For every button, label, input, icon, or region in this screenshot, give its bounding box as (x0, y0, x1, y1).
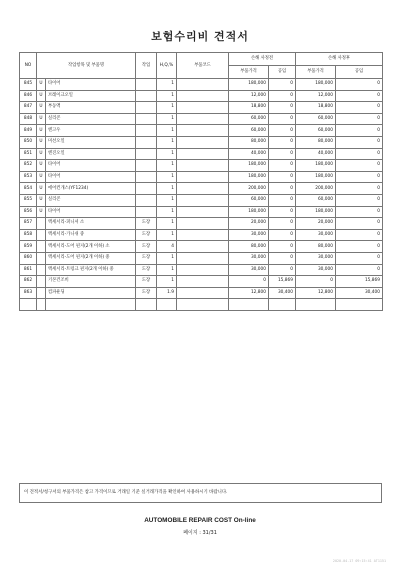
row-after-part-price: 12,800 (296, 287, 336, 299)
table-row (20, 252, 383, 264)
page-title: 보험수리비 견적서 (151, 30, 249, 43)
row-work: 도장 (136, 229, 157, 241)
row-hqs: 1 (157, 229, 177, 241)
row-no: 862 (20, 276, 37, 288)
table-row (20, 79, 383, 91)
row-work (136, 90, 157, 102)
row-part-code (177, 241, 229, 253)
row-after-part-price: 30,000 (296, 229, 336, 241)
row-item-name: 타이어 (46, 171, 136, 183)
header-part-code: 부품코드 (177, 53, 229, 79)
row-item-name: 타이어 (46, 160, 136, 172)
table-row (20, 148, 383, 160)
row-no: 847 (20, 102, 37, 114)
row-flag: U (37, 90, 46, 102)
row-flag: U (37, 183, 46, 195)
row-before-part-price: 60,000 (229, 125, 269, 137)
row-part-code (177, 90, 229, 102)
row-after-part-price: 60,000 (296, 194, 336, 206)
row-hqs: 1 (157, 160, 177, 172)
row-part-code (177, 206, 229, 218)
row-item-name: 부동액 (46, 102, 136, 114)
header-after-part-price: 부품가격 (296, 66, 336, 79)
filler-cell (46, 299, 136, 311)
row-work (136, 102, 157, 114)
row-flag: U (37, 148, 46, 160)
row-no: 858 (20, 229, 37, 241)
row-part-code (177, 79, 229, 91)
row-item-name: 미션오일 (46, 136, 136, 148)
row-hqs: 4 (157, 241, 177, 253)
row-after-part-price: 180,000 (296, 79, 336, 91)
row-item-name: 엔진오일 (46, 148, 136, 160)
table-filler-row (20, 299, 383, 311)
row-work: 도장 (136, 241, 157, 253)
header-after: 손해 사정후 (296, 53, 383, 66)
row-item-name: 브레이크오일 (46, 90, 136, 102)
row-hqs: 1 (157, 79, 177, 91)
header-after-labor: 공임 (336, 66, 383, 79)
row-item-name: 액세서리-트렁크 핀지(2개 이하) 중 (46, 264, 136, 276)
table-row (20, 218, 383, 230)
header-before: 손해 사정전 (229, 53, 296, 66)
row-after-labor: 0 (336, 102, 383, 114)
row-item-name: 엔고우 (46, 125, 136, 137)
row-before-part-price: 60,000 (229, 113, 269, 125)
row-item-name: 액세서리-도어 핀지(2개 이하) 소 (46, 241, 136, 253)
table-row (20, 171, 383, 183)
row-flag: U (37, 102, 46, 114)
row-no: 859 (20, 241, 37, 253)
row-part-code (177, 218, 229, 230)
filler-cell (269, 299, 296, 311)
row-before-part-price: 60,000 (229, 194, 269, 206)
row-part-code (177, 125, 229, 137)
row-part-code (177, 194, 229, 206)
row-after-part-price: 60,000 (296, 113, 336, 125)
row-after-part-price: 80,000 (296, 241, 336, 253)
row-after-part-price: 0 (296, 276, 336, 288)
row-work: 도장 (136, 252, 157, 264)
row-part-code (177, 276, 229, 288)
estimate-table (19, 52, 383, 311)
row-flag: U (37, 125, 46, 137)
table-row (20, 125, 383, 137)
table-row (20, 102, 383, 114)
row-after-labor: 0 (336, 194, 383, 206)
row-flag: U (37, 136, 46, 148)
row-after-labor: 0 (336, 206, 383, 218)
row-no: 860 (20, 252, 37, 264)
row-after-part-price: 80,000 (296, 136, 336, 148)
row-work (136, 125, 157, 137)
row-before-part-price: 18,800 (229, 102, 269, 114)
row-before-labor: 0 (269, 252, 296, 264)
table-row (20, 113, 383, 125)
row-hqs: 1 (157, 218, 177, 230)
row-after-part-price: 180,000 (296, 160, 336, 172)
header-row-1 (20, 53, 383, 66)
row-item-name: 에어컨개스(YF1234) (46, 183, 136, 195)
table-row (20, 183, 383, 195)
row-item-name: 타이어 (46, 206, 136, 218)
row-hqs: 1 (157, 148, 177, 160)
row-no: 857 (20, 218, 37, 230)
row-before-labor: 0 (269, 79, 296, 91)
row-work (136, 113, 157, 125)
row-before-part-price: 0 (229, 276, 269, 288)
row-after-labor: 0 (336, 171, 383, 183)
row-flag: U (37, 194, 46, 206)
row-flag (37, 287, 46, 299)
row-item-name: 기본건조비 (46, 276, 136, 288)
row-flag: U (37, 171, 46, 183)
row-before-part-price: 12,000 (229, 90, 269, 102)
row-no: 861 (20, 264, 37, 276)
row-before-labor: 0 (269, 194, 296, 206)
row-after-labor: 0 (336, 125, 383, 137)
row-hqs: 1 (157, 125, 177, 137)
row-no: 851 (20, 148, 37, 160)
row-after-labor: 0 (336, 183, 383, 195)
row-flag (37, 252, 46, 264)
row-item-name: 컴파운딩 (46, 287, 136, 299)
row-after-part-price: 12,000 (296, 90, 336, 102)
row-after-part-price: 40,000 (296, 148, 336, 160)
row-after-labor: 15,869 (336, 276, 383, 288)
row-after-part-price: 30,000 (296, 264, 336, 276)
row-no: 863 (20, 287, 37, 299)
row-part-code (177, 229, 229, 241)
row-no: 855 (20, 194, 37, 206)
row-before-part-price: 80,000 (229, 136, 269, 148)
row-work: 도장 (136, 276, 157, 288)
row-before-labor: 0 (269, 125, 296, 137)
row-part-code (177, 160, 229, 172)
filler-cell (336, 299, 383, 311)
row-hqs: 1 (157, 136, 177, 148)
row-work (136, 183, 157, 195)
row-before-part-price: 180,000 (229, 79, 269, 91)
row-before-labor: 0 (269, 90, 296, 102)
row-no: 846 (20, 90, 37, 102)
table-row (20, 90, 383, 102)
row-hqs: 1 (157, 206, 177, 218)
table-row (20, 136, 383, 148)
row-after-labor: 0 (336, 136, 383, 148)
table-row (20, 194, 383, 206)
row-hqs: 1 (157, 264, 177, 276)
row-before-labor: 0 (269, 148, 296, 160)
row-before-part-price: 30,000 (229, 264, 269, 276)
filler-cell (229, 299, 269, 311)
row-after-labor: 30,400 (336, 287, 383, 299)
table-row (20, 264, 383, 276)
table-row (20, 287, 383, 299)
row-before-part-price: 80,000 (229, 241, 269, 253)
row-hqs: 1 (157, 194, 177, 206)
row-before-labor: 0 (269, 264, 296, 276)
row-hqs: 1 (157, 183, 177, 195)
row-part-code (177, 171, 229, 183)
row-flag (37, 229, 46, 241)
row-work (136, 171, 157, 183)
row-after-labor: 0 (336, 113, 383, 125)
row-flag: U (37, 113, 46, 125)
row-after-labor: 0 (336, 148, 383, 160)
row-after-part-price: 180,000 (296, 171, 336, 183)
header-item: 작업항목 및 부품명 (37, 53, 136, 79)
row-hqs: 1 (157, 90, 177, 102)
table-row (20, 160, 383, 172)
row-work (136, 206, 157, 218)
row-before-part-price: 180,000 (229, 160, 269, 172)
row-part-code (177, 183, 229, 195)
row-work (136, 148, 157, 160)
filler-cell (136, 299, 157, 311)
row-part-code (177, 252, 229, 264)
row-part-code (177, 113, 229, 125)
row-before-labor: 0 (269, 229, 296, 241)
table-body (20, 79, 383, 311)
row-after-labor: 0 (336, 241, 383, 253)
row-no: 848 (20, 113, 37, 125)
table-row (20, 206, 383, 218)
header-hqs: H,Q,% (157, 53, 177, 79)
row-item-name: 실리콘 (46, 194, 136, 206)
row-hqs: 1 (157, 102, 177, 114)
header-before-part-price: 부품가격 (229, 66, 269, 79)
row-flag: U (37, 79, 46, 91)
row-after-part-price: 180,000 (296, 206, 336, 218)
row-work: 도장 (136, 264, 157, 276)
row-flag (37, 218, 46, 230)
print-stamp: 2020-04-17 09:15:41 AT1151 (332, 559, 386, 563)
row-before-labor: 0 (269, 102, 296, 114)
row-no: 854 (20, 183, 37, 195)
header-work: 작업 (136, 53, 157, 79)
row-before-labor: 0 (269, 113, 296, 125)
row-after-labor: 0 (336, 264, 383, 276)
row-no: 852 (20, 160, 37, 172)
row-before-labor: 15,869 (269, 276, 296, 288)
row-work: 도장 (136, 218, 157, 230)
header-no: NO (20, 53, 37, 79)
row-part-code (177, 102, 229, 114)
row-hqs: 1 (157, 276, 177, 288)
row-before-labor: 0 (269, 218, 296, 230)
footer-title: AUTOMOBILE REPAIR COST On-line (144, 517, 256, 524)
filler-cell (37, 299, 46, 311)
row-before-part-price: 20,000 (229, 218, 269, 230)
table-row (20, 229, 383, 241)
filler-cell (296, 299, 336, 311)
row-before-part-price: 40,000 (229, 148, 269, 160)
row-no: 853 (20, 171, 37, 183)
row-after-labor: 0 (336, 160, 383, 172)
row-part-code (177, 264, 229, 276)
row-after-labor: 0 (336, 252, 383, 264)
table-row (20, 276, 383, 288)
row-part-code (177, 148, 229, 160)
row-before-labor: 0 (269, 171, 296, 183)
row-before-labor: 30,400 (269, 287, 296, 299)
row-part-code (177, 287, 229, 299)
row-after-part-price: 20,000 (296, 218, 336, 230)
row-item-name: 액세서리-퍼니셔 소 (46, 218, 136, 230)
row-no: 850 (20, 136, 37, 148)
row-before-part-price: 12,800 (229, 287, 269, 299)
row-before-part-price: 180,000 (229, 206, 269, 218)
row-no: 845 (20, 79, 37, 91)
row-before-part-price: 30,000 (229, 229, 269, 241)
filler-cell (20, 299, 37, 311)
row-work: 도장 (136, 287, 157, 299)
row-after-labor: 0 (336, 229, 383, 241)
row-work (136, 194, 157, 206)
row-item-name: 액세서리-가니쉬 중 (46, 229, 136, 241)
row-before-part-price: 180,000 (229, 171, 269, 183)
row-hqs: 1 (157, 171, 177, 183)
filler-cell (157, 299, 177, 311)
row-work (136, 79, 157, 91)
row-flag (37, 241, 46, 253)
row-after-labor: 0 (336, 90, 383, 102)
row-hqs: 1 (157, 113, 177, 125)
row-work (136, 136, 157, 148)
row-before-part-price: 30,000 (229, 252, 269, 264)
row-work (136, 160, 157, 172)
row-before-part-price: 200,000 (229, 183, 269, 195)
row-before-labor: 0 (269, 206, 296, 218)
header-before-labor: 공임 (269, 66, 296, 79)
row-before-labor: 0 (269, 183, 296, 195)
row-after-labor: 0 (336, 79, 383, 91)
row-after-part-price: 200,000 (296, 183, 336, 195)
row-before-labor: 0 (269, 241, 296, 253)
row-hqs: 1.9 (157, 287, 177, 299)
row-no: 849 (20, 125, 37, 137)
row-before-labor: 0 (269, 136, 296, 148)
row-hqs: 1 (157, 252, 177, 264)
row-item-name: 타이어 (46, 79, 136, 91)
row-no: 856 (20, 206, 37, 218)
table-row (20, 241, 383, 253)
row-flag: U (37, 206, 46, 218)
row-after-part-price: 30,000 (296, 252, 336, 264)
filler-cell (177, 299, 229, 311)
page-number: 페이지 : 31/31 (183, 530, 217, 536)
row-after-part-price: 18,800 (296, 102, 336, 114)
row-after-part-price: 60,000 (296, 125, 336, 137)
row-flag (37, 264, 46, 276)
row-before-labor: 0 (269, 160, 296, 172)
notice-box: 이 견적서/청구서의 부품가격은 참고 가격이므로 거래일 기준 실거래가격을 확인하여 사용하시기 바랍니다. (19, 483, 382, 503)
row-item-name: 실리콘 (46, 113, 136, 125)
row-after-labor: 0 (336, 218, 383, 230)
row-flag (37, 276, 46, 288)
row-item-name: 액세서리-도어 핀지(2개 이하) 중 (46, 252, 136, 264)
row-part-code (177, 136, 229, 148)
row-flag: U (37, 160, 46, 172)
